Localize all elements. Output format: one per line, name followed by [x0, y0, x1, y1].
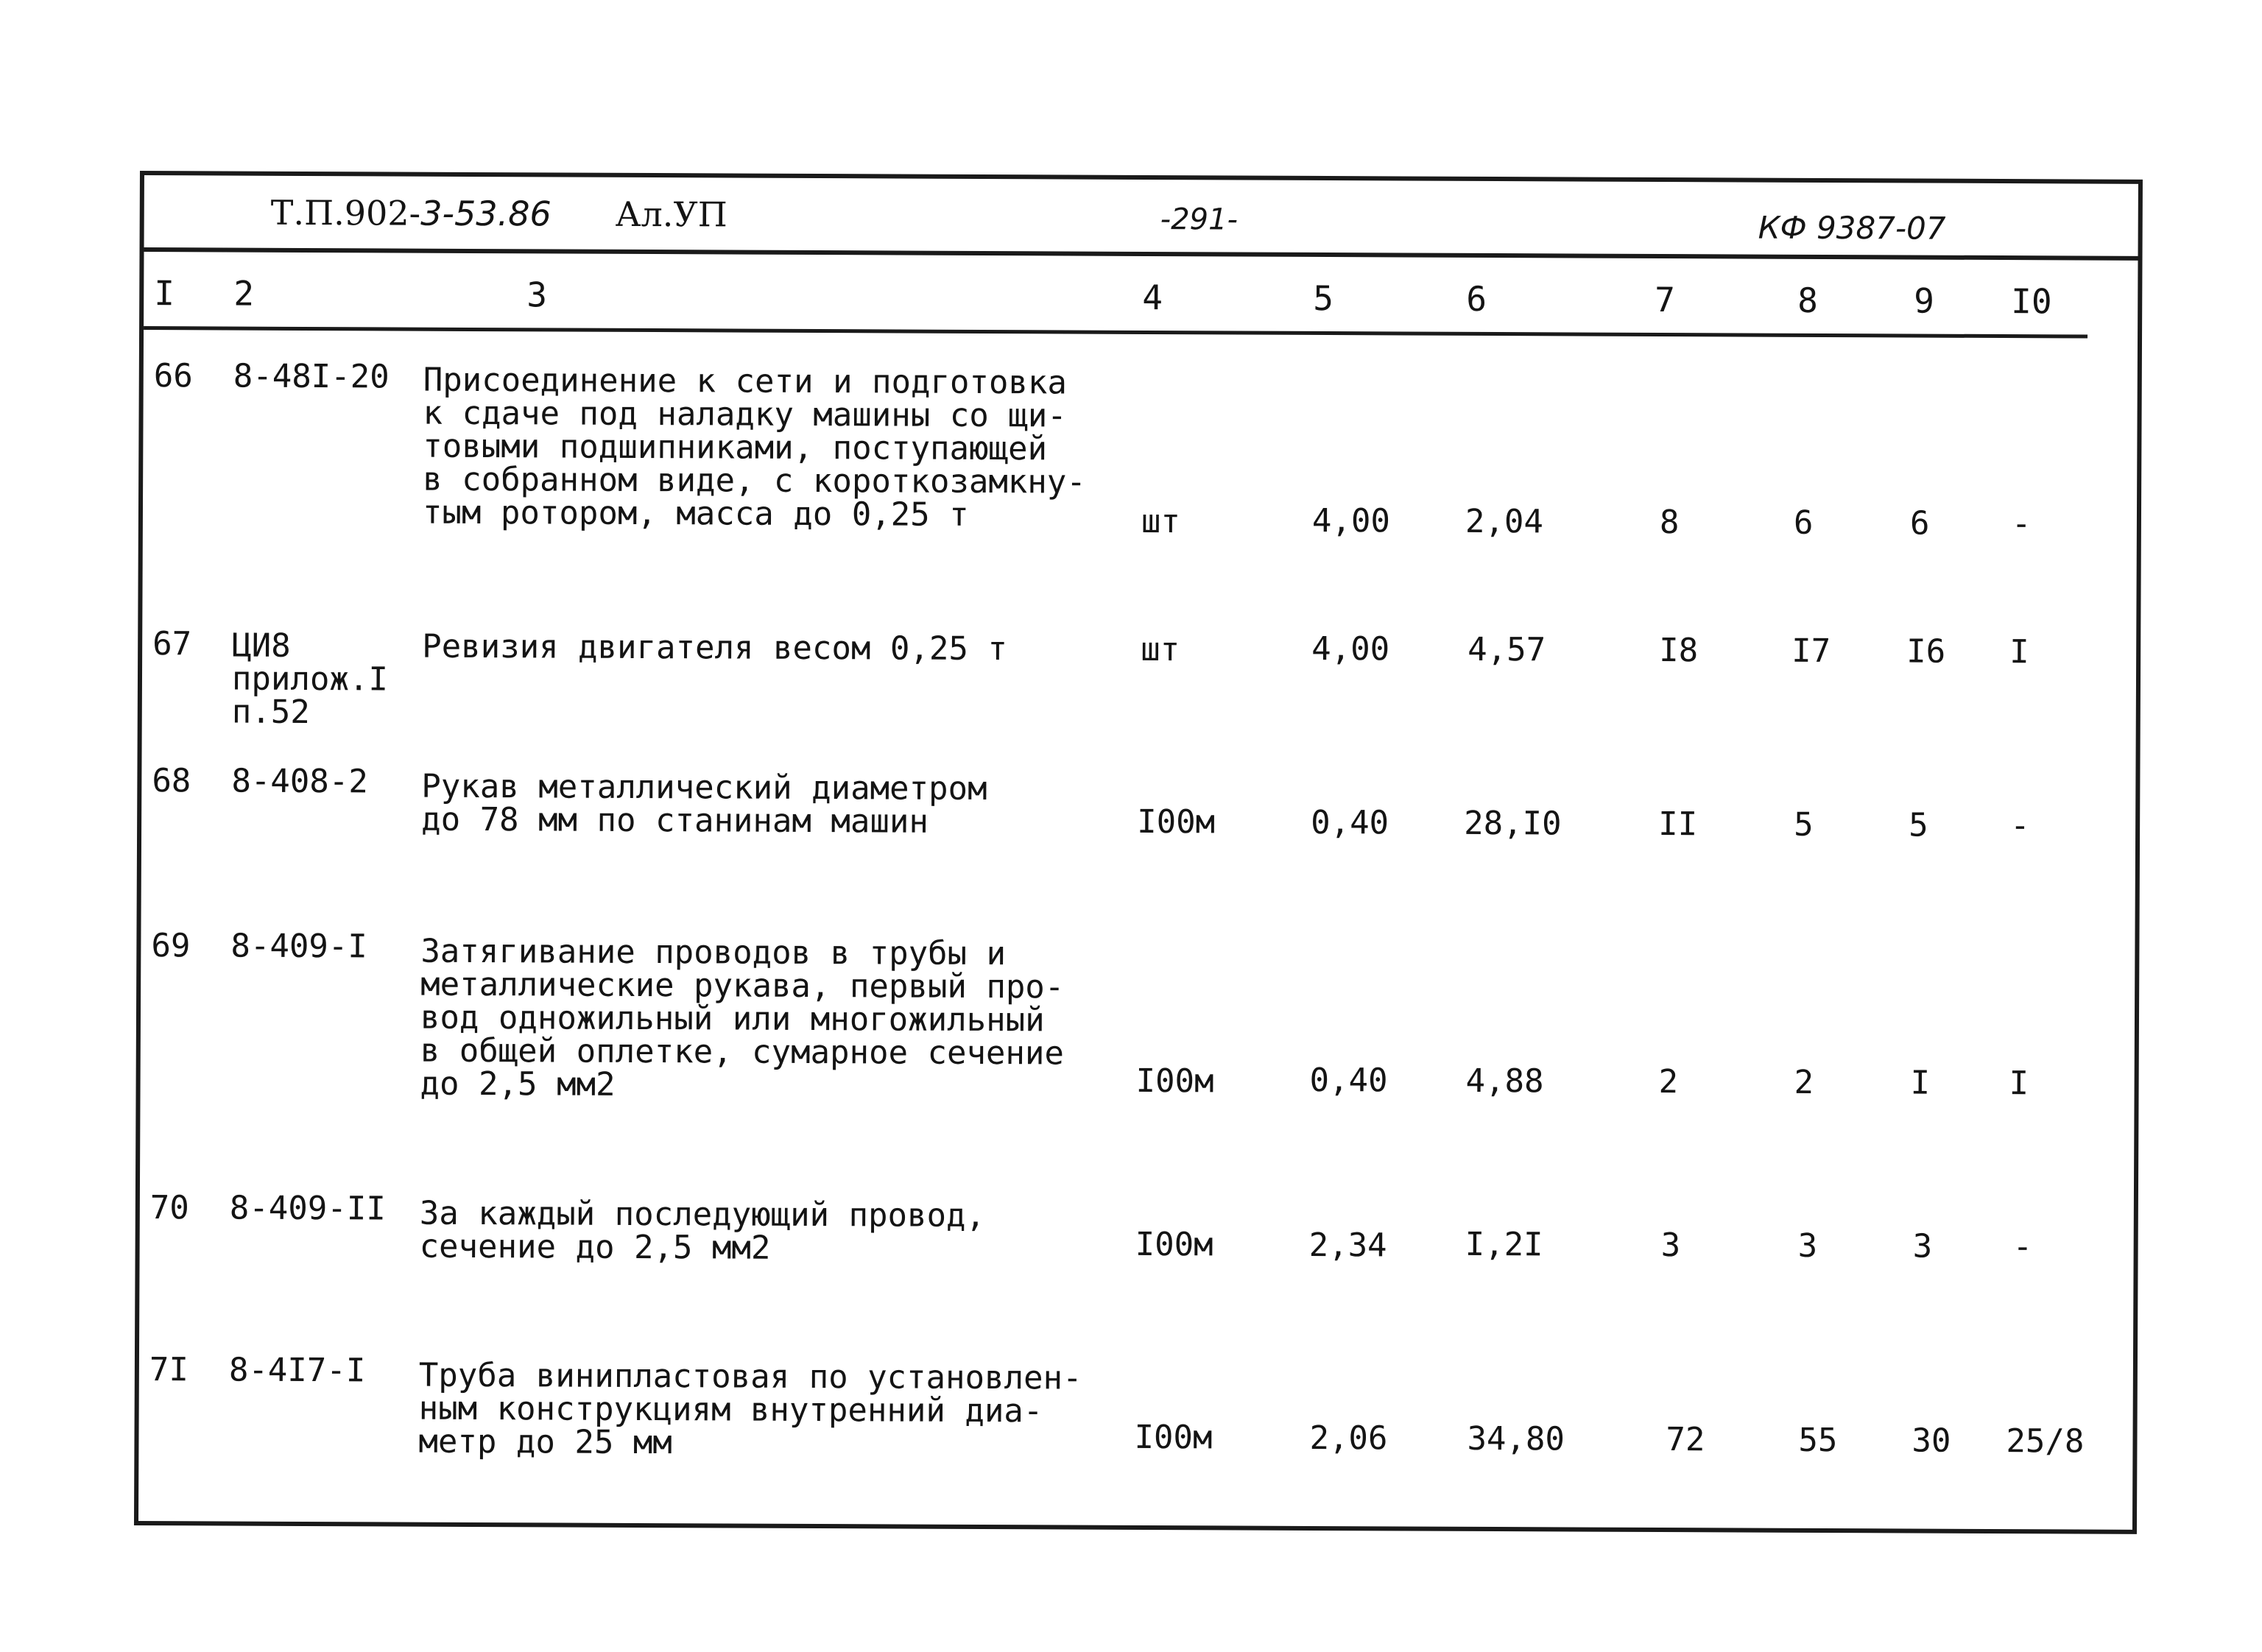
rate-code: 8-4I7-I: [228, 1351, 366, 1390]
document-frame: [134, 171, 2143, 1534]
col7-value: 2: [1658, 1063, 1679, 1101]
quantity: 4,00: [1311, 629, 1390, 668]
column-number: 9: [1914, 280, 1935, 321]
rate-code: 8-408-2: [231, 762, 368, 801]
column-number: 4: [1142, 277, 1163, 318]
unit: I00м: [1134, 1418, 1213, 1457]
col9-value: 6: [1909, 504, 1930, 543]
work-description: Присоединение к сети и подготовка к сдаче под наладку машины со щи- товыми подшипниками, поступающей в собранном виде, с короткозамкну- тым ротором, масса до 0,25 т: [422, 361, 1086, 534]
row-number: 7I: [149, 1351, 188, 1389]
column-number: 7: [1655, 279, 1676, 320]
row-number: 70: [149, 1189, 189, 1227]
column-number: 6: [1466, 278, 1487, 319]
col9-value: I: [1910, 1064, 1931, 1102]
col6-value: 34,80: [1467, 1419, 1565, 1458]
col6-value: 28,I0: [1464, 804, 1562, 843]
column-number: 5: [1313, 278, 1334, 319]
col10-value: -: [2010, 807, 2030, 845]
rate-code: 8-409-II: [229, 1189, 386, 1228]
col8-value: 6: [1793, 504, 1814, 542]
work-description: Затягивание проводов в трубы и металлические рукава, первый про- вод одножильный или многожильный в общей оплетке, сумарное сечение до 2,5 мм2: [420, 932, 1065, 1104]
row-number: 66: [153, 357, 193, 395]
header-divider: [144, 247, 2138, 261]
col10-value: I: [2009, 1065, 2029, 1103]
rate-code: ЦИ8 прилож.I п.52: [231, 626, 389, 732]
col8-value: 5: [1794, 805, 1814, 844]
row-number: 68: [152, 762, 191, 800]
col8-value: I7: [1791, 632, 1831, 671]
work-description: Рукав металлический диаметром до 78 мм по станинам машин: [421, 767, 987, 841]
col6-value: 4,88: [1465, 1062, 1544, 1101]
column-number: 2: [233, 273, 255, 314]
col10-value: I: [2009, 633, 2029, 671]
column-number: 3: [526, 275, 548, 315]
document-designation: [271, 192, 552, 235]
unit: I00м: [1135, 1062, 1214, 1101]
quantity: 0,40: [1311, 803, 1389, 842]
col6-value: 2,04: [1465, 502, 1544, 541]
col9-value: 30: [1912, 1422, 1951, 1460]
designation-printed: Т.П.902-: [270, 192, 421, 233]
col10-value: -: [2012, 1228, 2033, 1266]
col7-value: 3: [1660, 1226, 1681, 1265]
quantity: 2,34: [1308, 1226, 1387, 1265]
rate-code: 8-48I-20: [233, 357, 390, 396]
unit: I00м: [1135, 1225, 1213, 1264]
quantity: 4,00: [1311, 501, 1391, 540]
unit: шт: [1141, 630, 1180, 669]
col10-value: 25/8: [2006, 1422, 2085, 1461]
work-description: Труба винипластовая по установлен- ным конструкциям внутренний диа- метр до 25 мм: [418, 1356, 1082, 1462]
row-number: 67: [152, 625, 192, 663]
column-number: I: [154, 273, 175, 314]
quantity: 0,40: [1309, 1061, 1388, 1100]
column-header-divider: [144, 326, 2087, 339]
unit: шт: [1141, 502, 1181, 541]
col7-value: II: [1658, 805, 1698, 844]
col7-value: I8: [1659, 632, 1699, 670]
col9-value: 5: [1909, 806, 1928, 844]
col8-value: 2: [1794, 1063, 1814, 1101]
row-number: 69: [151, 927, 191, 965]
album-number: Ал.УП: [615, 194, 727, 235]
unit: I00м: [1137, 802, 1216, 841]
column-number: 8: [1797, 280, 1819, 320]
rate-code: 8-409-I: [230, 927, 367, 966]
col9-value: I6: [1906, 632, 1946, 671]
col8-value: 55: [1798, 1421, 1838, 1460]
page-number: -291-: [1160, 202, 1239, 237]
col6-value: 4,57: [1468, 630, 1546, 669]
col7-value: 72: [1666, 1421, 1705, 1459]
work-description: Ревизия двигателя весом 0,25 т: [422, 627, 1008, 668]
col7-value: 8: [1659, 504, 1680, 542]
col8-value: 3: [1797, 1226, 1818, 1265]
column-number: I0: [2011, 281, 2052, 322]
quantity: 2,06: [1309, 1419, 1388, 1458]
col9-value: 3: [1912, 1227, 1933, 1266]
designation-handwritten: 3-53.86: [420, 193, 552, 234]
col10-value: -: [2011, 505, 2032, 543]
col6-value: I,2I: [1465, 1225, 1543, 1264]
document-code: КФ 9387-07: [1758, 209, 1946, 247]
work-description: За каждый последующий провод, сечение до 2,5 мм2: [419, 1194, 986, 1267]
